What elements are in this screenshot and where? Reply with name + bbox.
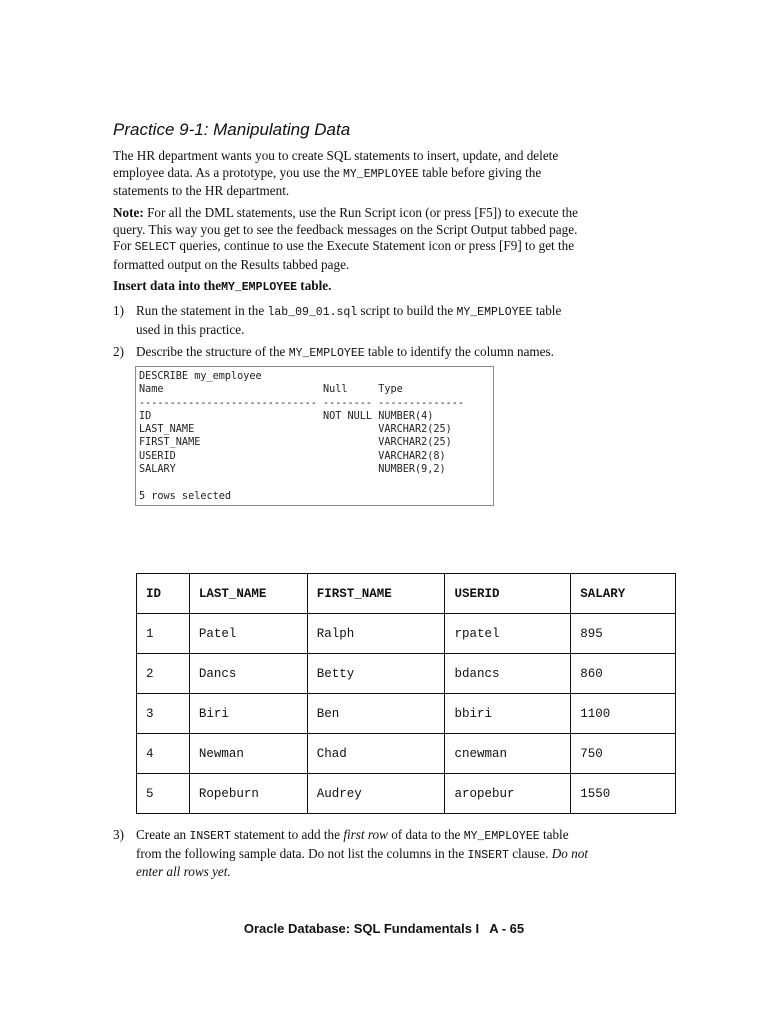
table-cell: Audrey	[307, 774, 445, 814]
step-3-text-b: statement to add the	[230, 827, 344, 842]
footer-book-title: Oracle Database: SQL Fundamentals I	[243, 921, 480, 936]
table-cell: Betty	[307, 654, 445, 694]
step-1-text-b: script to build the	[357, 303, 457, 318]
table-cell: 5	[137, 774, 190, 814]
insert-heading-text-a: Insert data into the	[113, 278, 222, 293]
insert-heading	[113, 278, 653, 297]
intro-line-2a: employee data. As a prototype, you use the	[113, 164, 343, 180]
step-3-emphasis-do-not: Do not	[551, 845, 588, 861]
note-line-4: formatted output on the Results tabbed page.	[113, 256, 350, 272]
note-line-1: For all the DML statements, use the Run Script icon (or press [F5]) to execute the	[143, 205, 578, 220]
table-cell: 895	[571, 614, 676, 654]
step-1-line-2: used in this practice.	[136, 321, 245, 337]
table-cell: 3	[137, 694, 190, 734]
insert-heading-text-b: table.	[297, 278, 332, 293]
console-command: DESCRIBE my_employee	[139, 371, 262, 382]
table-cell: aropebur	[445, 774, 571, 814]
page-title: Practice 9-1: Manipulating Data	[113, 120, 351, 139]
table-cell: 4	[137, 734, 190, 774]
table-cell: 2	[137, 654, 190, 694]
table-cell: rpatel	[445, 614, 571, 654]
step-3-code-insert-clause: INSERT	[467, 848, 509, 862]
step-2-text-a: Describe the structure of the	[136, 344, 289, 359]
console-row: LAST_NAME VARCHAR2(25)	[139, 424, 452, 436]
step-2-code-table: MY_EMPLOYEE	[288, 347, 365, 360]
console-header: Name Null Type	[139, 384, 403, 396]
step-2	[113, 344, 653, 363]
footer-page-number: A - 65	[489, 921, 525, 936]
step-3-code-table: MY_EMPLOYEE	[463, 830, 540, 843]
table-row	[137, 774, 676, 814]
table-cell: 1100	[571, 694, 676, 734]
describe-output-panel	[135, 366, 494, 506]
step-3-text-d: table	[539, 827, 569, 842]
column-header-last-name: LAST_NAME	[189, 574, 307, 614]
step-3-number: 3)	[113, 827, 124, 842]
table-cell: 860	[571, 654, 676, 694]
console-separator: ----------------------------- -------- --------------	[139, 397, 465, 409]
step-1-number: 1)	[113, 303, 124, 318]
note-line-2: query. This way you get to see the feedback messages on the Script Output tabbed page.	[113, 221, 578, 237]
console-row: SALARY NUMBER(9,2)	[139, 464, 446, 476]
step-3-text-e: from the following sample data. Do not list the columns in the	[136, 845, 468, 861]
step-2-text-b: table to identify the column names.	[364, 344, 554, 359]
note-code-select: SELECT	[134, 241, 177, 254]
console-row: USERID VARCHAR2(8)	[139, 450, 446, 462]
step-3	[113, 827, 653, 881]
note-label: Note:	[113, 205, 144, 220]
note-paragraph	[113, 205, 653, 273]
step-1-text-c: table	[532, 303, 562, 318]
step-1-code-table: MY_EMPLOYEE	[456, 306, 533, 319]
table-row	[137, 614, 676, 654]
step-3-text-a: Create an	[136, 827, 190, 842]
table-cell: Ropeburn	[189, 774, 307, 814]
table-cell: 1550	[571, 774, 676, 814]
table-cell: bbiri	[445, 694, 571, 734]
intro-line-2b: table before giving the	[418, 164, 542, 180]
insert-heading-code: MY_EMPLOYEE	[221, 281, 297, 294]
intro-line-1: The HR department wants you to create SQL statements to insert, update, and delete	[113, 148, 559, 163]
intro-line-3: statements to the HR department.	[113, 183, 290, 198]
table-row	[137, 734, 676, 774]
table-cell: bdancs	[445, 654, 571, 694]
step-1	[113, 303, 653, 338]
step-1-text-a: Run the statement in the	[136, 303, 268, 318]
table-cell: Dancs	[189, 654, 307, 694]
page-footer	[0, 921, 768, 936]
step-3-code-insert: INSERT	[189, 830, 231, 843]
table-cell: Ben	[307, 694, 445, 734]
table-cell: Chad	[307, 734, 445, 774]
column-header-salary: SALARY	[571, 574, 676, 614]
table-cell: 1	[137, 614, 190, 654]
column-header-first-name: FIRST_NAME	[307, 574, 445, 614]
table-cell: cnewman	[445, 734, 571, 774]
table-cell: Patel	[189, 614, 307, 654]
step-3-emphasis-first-row: first row	[343, 827, 388, 842]
column-header-id: ID	[137, 574, 190, 614]
note-line-3b: queries, continue to use the Execute Statement icon or press [F9] to get the	[176, 238, 575, 253]
sample-data-table	[136, 573, 676, 814]
note-line-3a: For	[113, 238, 135, 253]
console-row: ID NOT NULL NUMBER(4)	[139, 410, 434, 422]
console-row: FIRST_NAME VARCHAR2(25)	[139, 437, 452, 449]
step-2-number: 2)	[113, 344, 124, 359]
step-1-code-script: lab_09_01.sql	[267, 306, 358, 319]
console-footer: 5 rows selected	[139, 490, 232, 502]
step-3-emphasis-enter-all-rows: enter all rows yet.	[136, 864, 231, 879]
table-cell: Biri	[189, 694, 307, 734]
table-header-row	[137, 574, 676, 614]
column-header-userid: USERID	[445, 574, 571, 614]
table-cell: Ralph	[307, 614, 445, 654]
table-row	[137, 654, 676, 694]
intro-paragraph	[113, 148, 653, 200]
table-cell: 750	[571, 734, 676, 774]
table-cell: Newman	[189, 734, 307, 774]
step-3-text-f: clause.	[508, 845, 552, 861]
step-3-text-c: of data to the	[387, 827, 464, 842]
table-row	[137, 694, 676, 734]
intro-code-my-employee: MY_EMPLOYEE	[343, 167, 419, 181]
